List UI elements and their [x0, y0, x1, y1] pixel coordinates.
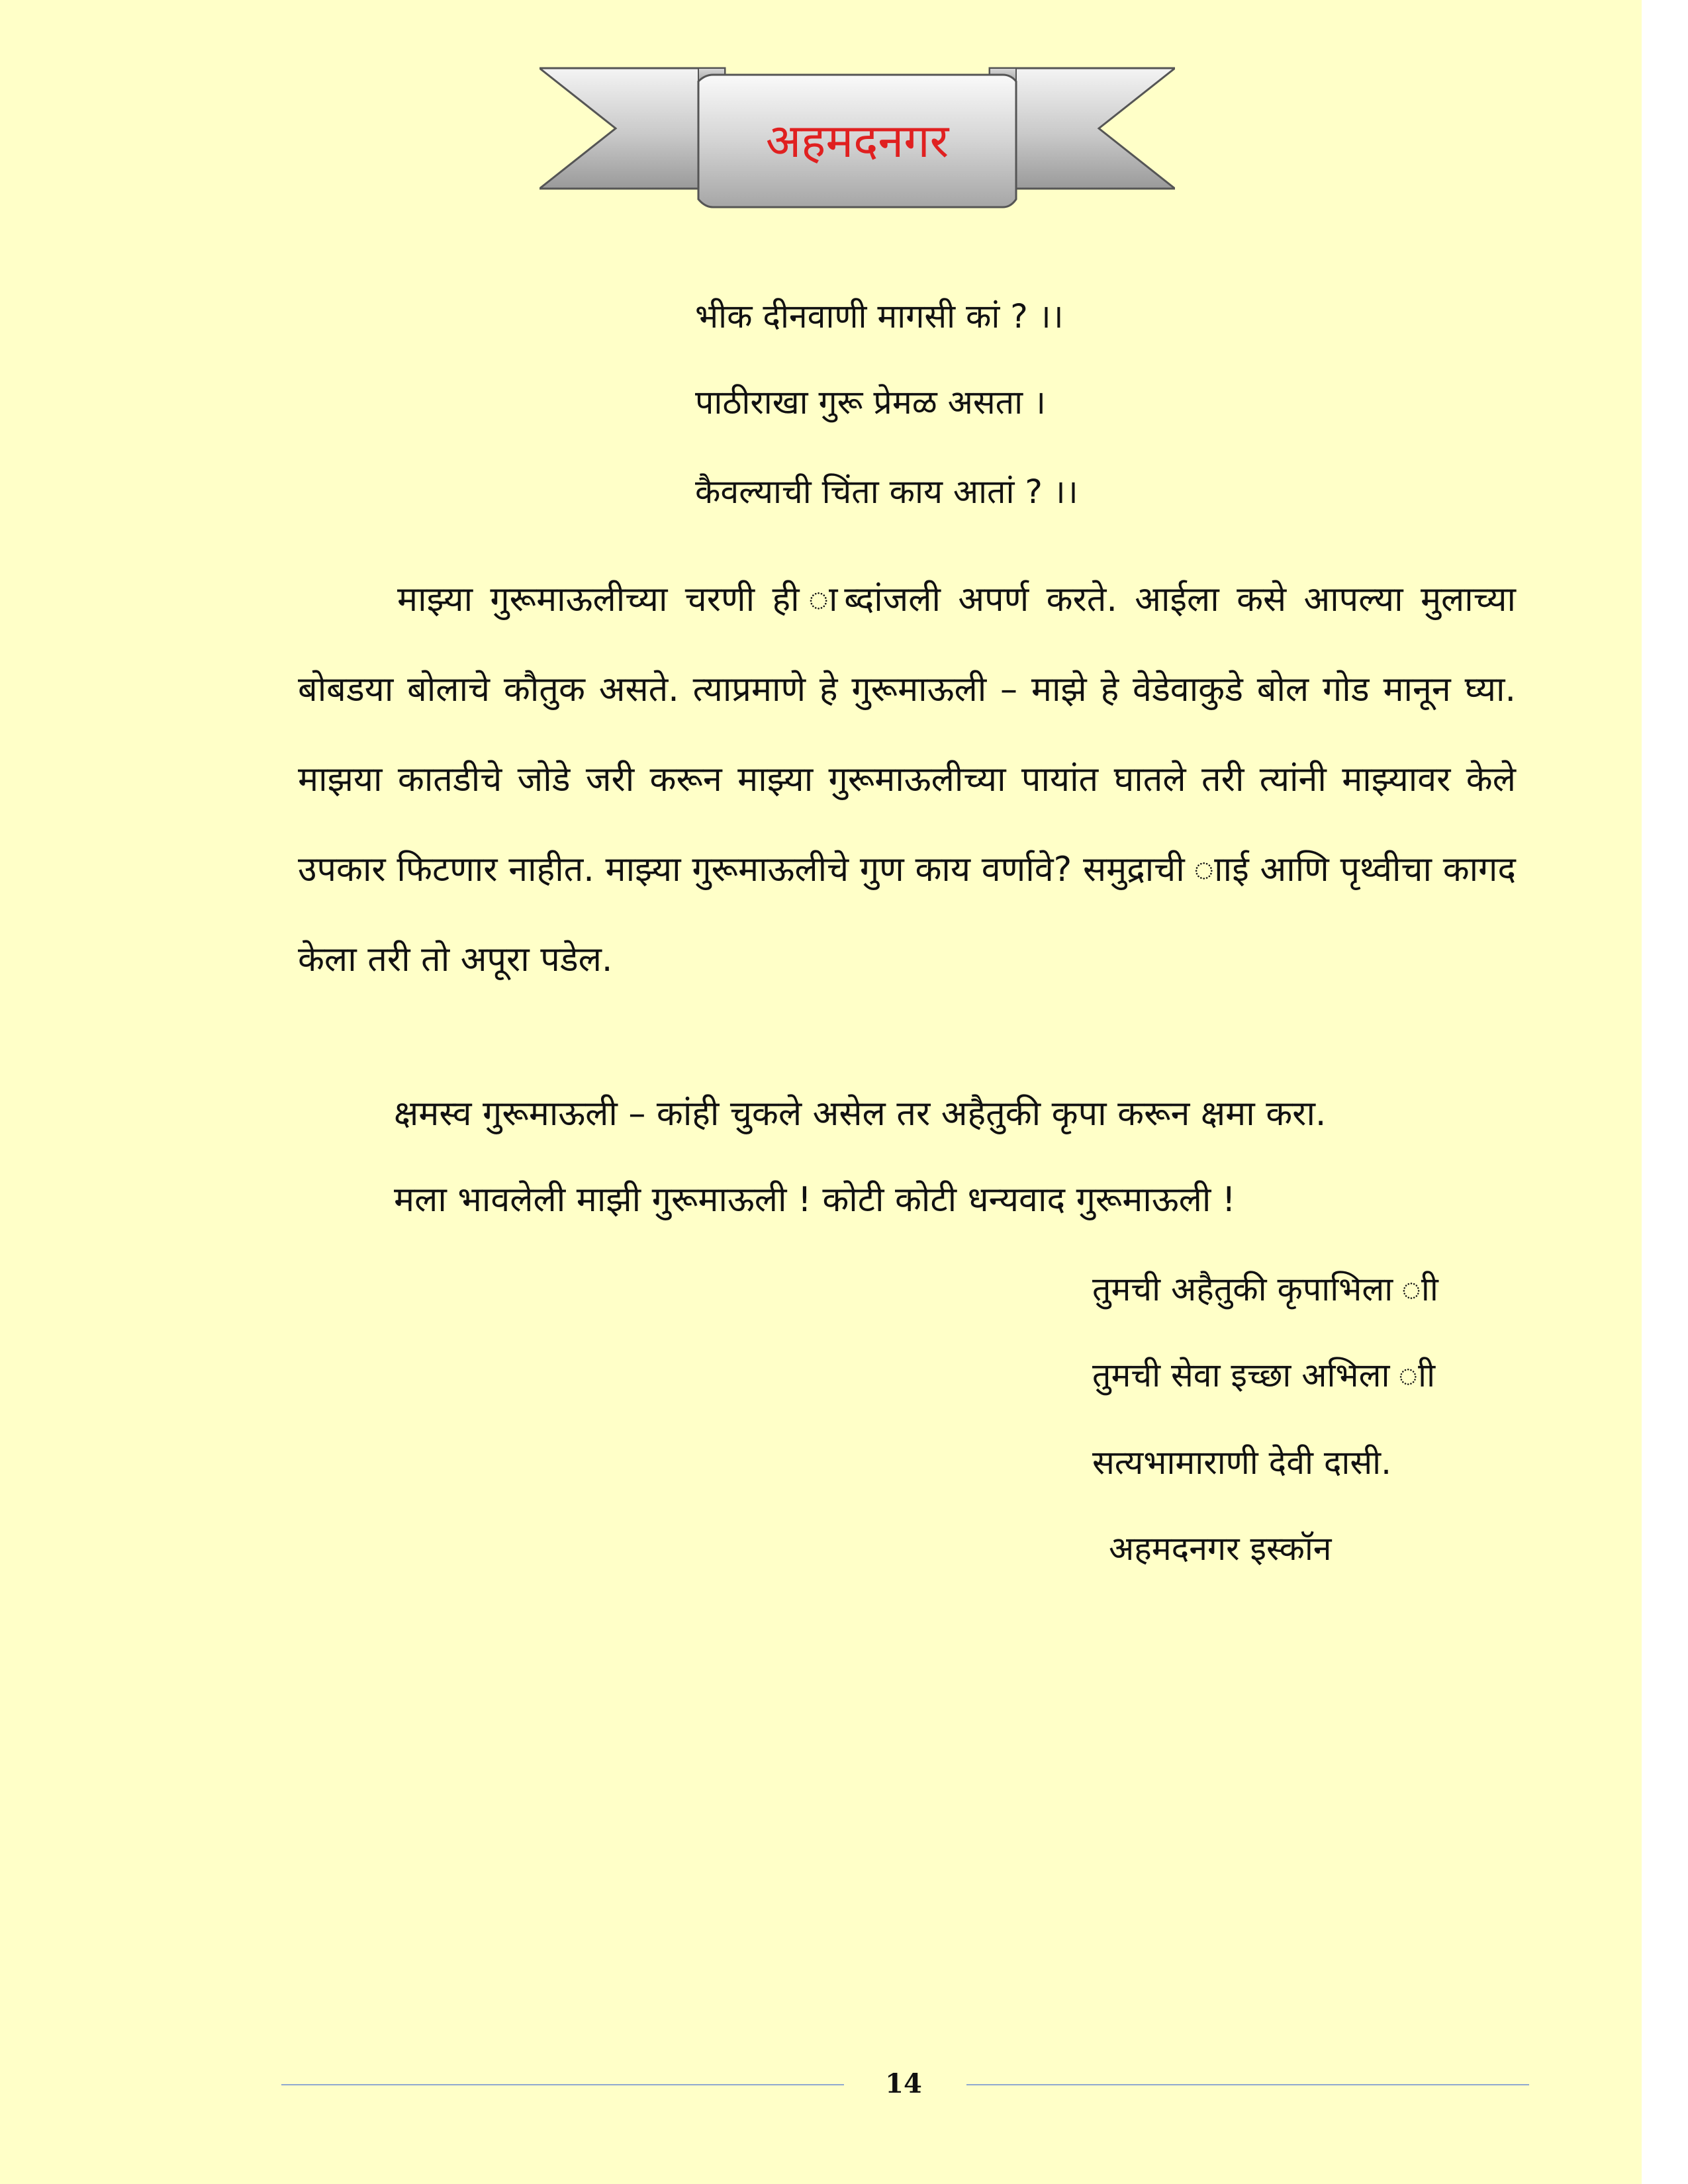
- page-number: 14: [885, 2068, 922, 2099]
- verse-line: पाठीराखा गुरू प्रेमळ असता ।: [695, 383, 1046, 422]
- signature-line: तुमची सेवा इच्छा अभिला ाी: [1092, 1356, 1436, 1394]
- signature-line: सत्यभामाराणी देवी दासी.: [1092, 1443, 1391, 1482]
- body-paragraph: माझ्या गुरूमाऊलीच्या चरणी ही ाब्दांजली अपर्ण करते. आईला कसे आपल्या मुलाच्या बोबडया बोलाचे कौतुक असते. त्याप्रमाणे हे गुरूमाऊली – माझे हे वेडेवाकुडे बोल गोड मानून घ्या. माझया कातडीचे जोडे जरी करून माझ्या गुरूमाऊलीच्या पायांत घातले तरी त्यांनी माझ्यावर केले उपकार फिटणार नाहीत. माझ्या गुरूमाऊलीचे गुण काय वर्णावे? समुद्राची ााई आणि पृथ्वीचा कागद केला तरी तो अपूरा पडेल.: [298, 580, 1516, 979]
- closing-line: मला भावलेली माझी गुरूमाऊली ! कोटी कोटी धन्यवाद गुरूमाऊली !: [394, 1180, 1236, 1220]
- banner-title: अहमदनगर: [765, 114, 949, 168]
- page-margin-strip: [1642, 0, 1688, 2184]
- signature-line: अहमदनगर इस्कॉन: [1109, 1529, 1332, 1568]
- signature-line: तुमची अहैतुकी कृपाभिला ाी: [1092, 1270, 1438, 1308]
- closing-line: क्षमस्व गुरूमाऊली – कांही चुकले असेल तर अहैतुकी कृपा करून क्षमा करा.: [394, 1094, 1327, 1134]
- verse-line: कैवल्याची चिंता काय आतां ? ।।: [695, 473, 1078, 511]
- footer-rule-right: [966, 2084, 1529, 2085]
- ribbon-banner: [539, 63, 1175, 215]
- verse-line: भीक दीनवाणी मागसी कां ? ।।: [695, 297, 1064, 336]
- footer-rule-left: [281, 2084, 844, 2085]
